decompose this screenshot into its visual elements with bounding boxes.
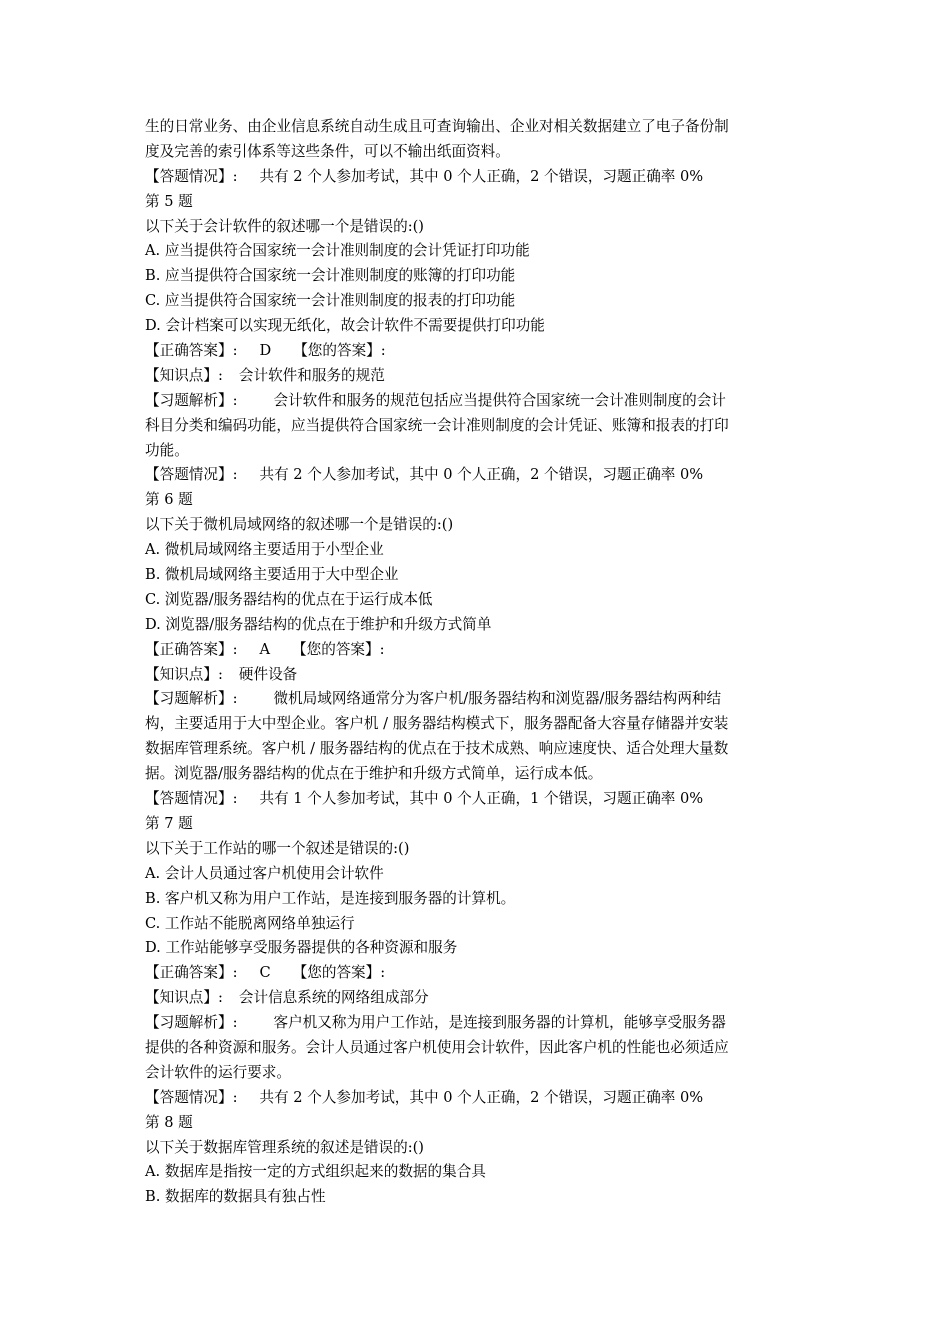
correct-answer: D — [259, 342, 272, 360]
stats-text: 共有 2 个人参加考试，其中 0 个人正确，2 个错误，习题正确率 0% — [259, 167, 704, 185]
correct-answer: C — [259, 964, 271, 982]
analysis-line: 据。浏览器/服务器结构的优点在于维护和升级方式简单，运行成本低。 — [145, 765, 603, 783]
correct-answer: A — [259, 640, 271, 658]
answer-line — [145, 339, 809, 364]
knowledge-line — [145, 364, 809, 389]
stats-text: 共有 1 个人参加考试，其中 0 个人正确，1 个错误，习题正确率 0% — [259, 790, 704, 808]
answer-label: 【正确答案】: — [145, 964, 238, 982]
option-c: C. 工作站不能脱离网络单独运行 — [145, 914, 355, 932]
analysis-line — [145, 389, 809, 414]
analysis-line: 提供的各种资源和服务。会计人员通过客户机使用会计软件，因此客户机的性能也必须适应 — [145, 1038, 729, 1056]
knowledge-text: 硬件设备 — [238, 665, 298, 683]
option-a: A. 微机局域网络主要适用于小型企业 — [145, 541, 384, 559]
your-answer-label: 【您的答案】: — [292, 964, 386, 982]
knowledge-text: 会计软件和服务的规范 — [238, 366, 385, 384]
text-line: 度及完善的索引体系等这些条件，可以不输出纸面资料。 — [145, 142, 510, 160]
option-c: C. 应当提供符合国家统一会计准则制度的报表的打印功能 — [145, 292, 516, 310]
question-stem: 以下关于微机局域网络的叙述哪一个是错误的:() — [145, 516, 454, 534]
option-b: B. 客户机又称为用户工作站，是连接到服务器的计算机。 — [145, 889, 516, 907]
knowledge-label: 【知识点】: — [145, 989, 223, 1007]
option-a: A. 应当提供符合国家统一会计准则制度的会计凭证打印功能 — [145, 242, 530, 260]
option-b: B. 应当提供符合国家统一会计准则制度的账簿的打印功能 — [145, 267, 516, 285]
question-block — [145, 190, 809, 489]
intro-paragraph — [145, 115, 809, 190]
question-block — [145, 812, 809, 1111]
analysis-line — [145, 1011, 809, 1036]
question-block — [145, 1111, 809, 1211]
question-block — [145, 488, 809, 812]
stats-line — [145, 463, 809, 488]
stats-label: 【答题情况】: — [145, 1088, 238, 1106]
answer-label: 【正确答案】: — [145, 640, 238, 658]
analysis-text: 客户机又称为用户工作站，是连接到服务器的计算机，能够享受服务器 — [273, 1014, 726, 1032]
knowledge-line — [145, 986, 809, 1011]
analysis-text: 会计软件和服务的规范包括应当提供符合国家统一会计准则制度的会计 — [273, 391, 726, 409]
option-d: D. 浏览器/服务器结构的优点在于维护和升级方式简单 — [145, 615, 492, 633]
stats-line — [145, 165, 809, 190]
stats-line — [145, 787, 809, 812]
stats-label: 【答题情况】: — [145, 466, 238, 484]
your-answer-label: 【您的答案】: — [292, 640, 385, 658]
analysis-line — [145, 687, 809, 712]
analysis-line: 会计软件的运行要求。 — [145, 1063, 291, 1081]
analysis-text: 微机局域网络通常分为客户机/服务器结构和浏览器/服务器结构两种结 — [273, 690, 722, 708]
knowledge-text: 会计信息系统的网络组成部分 — [238, 989, 429, 1007]
option-d: D. 会计档案可以实现无纸化，故会计软件不需要提供打印功能 — [145, 317, 545, 335]
question-number: 第 5 题 — [145, 192, 193, 210]
question-stem: 以下关于数据库管理系统的叙述是错误的:() — [145, 1138, 424, 1156]
knowledge-line — [145, 663, 809, 688]
answer-line — [145, 638, 809, 663]
question-number: 第 8 题 — [145, 1113, 193, 1131]
stats-text: 共有 2 个人参加考试，其中 0 个人正确，2 个错误，习题正确率 0% — [259, 466, 704, 484]
option-b: B. 数据库的数据具有独占性 — [145, 1188, 326, 1206]
question-number: 第 6 题 — [145, 491, 193, 509]
stats-label: 【答题情况】: — [145, 167, 238, 185]
analysis-line: 功能。 — [145, 441, 189, 459]
knowledge-label: 【知识点】: — [145, 366, 223, 384]
analysis-label: 【习题解析】: — [145, 1014, 238, 1032]
answer-label: 【正确答案】: — [145, 342, 238, 360]
answer-line — [145, 961, 809, 986]
option-a: A. 数据库是指按一定的方式组织起来的数据的集合具 — [145, 1163, 486, 1181]
option-a: A. 会计人员通过客户机使用会计软件 — [145, 864, 384, 882]
option-d: D. 工作站能够享受服务器提供的各种资源和服务 — [145, 939, 458, 957]
analysis-line: 构，主要适用于大中型企业。客户机 / 服务器结构模式下，服务器配备大容量存储器并安装 — [145, 715, 729, 733]
option-b: B. 微机局域网络主要适用于大中型企业 — [145, 566, 399, 584]
stats-text: 共有 2 个人参加考试，其中 0 个人正确，2 个错误，习题正确率 0% — [259, 1088, 704, 1106]
option-c: C. 浏览器/服务器结构的优点在于运行成本低 — [145, 590, 433, 608]
analysis-label: 【习题解析】: — [145, 690, 238, 708]
question-number: 第 7 题 — [145, 814, 193, 832]
document-page — [145, 115, 809, 1210]
analysis-label: 【习题解析】: — [145, 391, 238, 409]
question-stem: 以下关于会计软件的叙述哪一个是错误的:() — [145, 217, 424, 235]
your-answer-label: 【您的答案】: — [293, 342, 386, 360]
stats-label: 【答题情况】: — [145, 790, 238, 808]
analysis-line: 数据库管理系统。客户机 / 服务器结构的优点在于技术成熟、响应速度快、适合处理大量数 — [145, 740, 729, 758]
analysis-line: 科目分类和编码功能，应当提供符合国家统一会计准则制度的会计凭证、账簿和报表的打印 — [145, 416, 729, 434]
text-line: 生的日常业务、由企业信息系统自动生成且可查询输出、企业对相关数据建立了电子备份制 — [145, 118, 729, 135]
stats-line — [145, 1086, 809, 1111]
question-stem: 以下关于工作站的哪一个叙述是错误的:() — [145, 839, 410, 857]
knowledge-label: 【知识点】: — [145, 665, 223, 683]
